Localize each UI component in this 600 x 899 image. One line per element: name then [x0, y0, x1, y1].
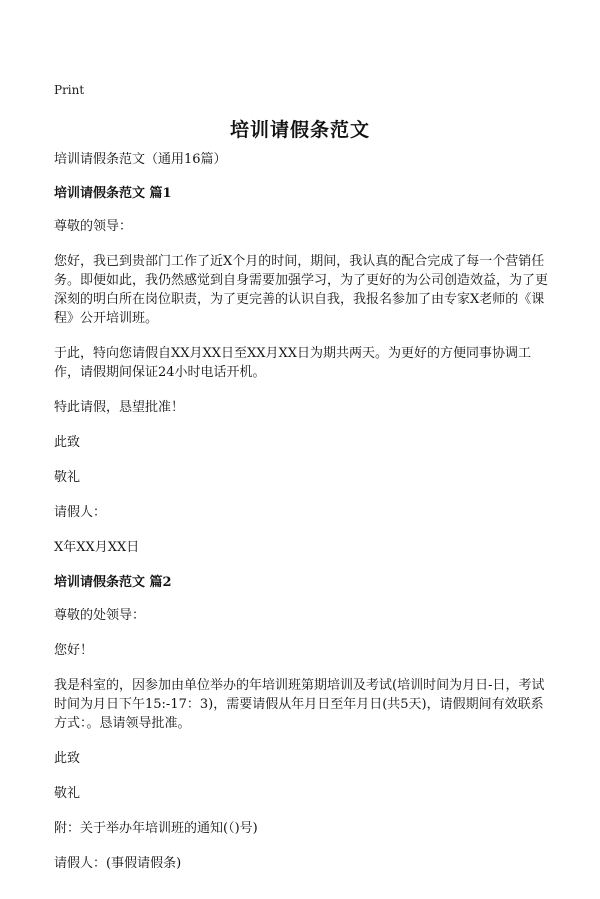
section2-greeting: 您好！ — [54, 643, 94, 658]
section1-salutation: 尊敬的领导： — [54, 219, 133, 234]
section2-applicant: 请假人：(事假请假条) — [54, 856, 182, 871]
section2-heading: 培训请假条范文 篇2 — [54, 575, 172, 590]
section1-paragraph-3: 特此请假，恳望批准！ — [54, 400, 185, 415]
document-title: 培训请假条范文 — [229, 119, 370, 141]
section1-date: X年XX月XX日 — [54, 540, 140, 555]
print-label: Print — [54, 83, 85, 97]
section2-paragraph-1: 我是科室的，因参加由单位举办的年培训班第期培训及考试(培训时间为月日-日，考试时间为月日下午15:-17：3)，需要请假从年月日至年月日(共5天)，请假期间有效联系方式：。恳请领导批准。 — [54, 678, 545, 731]
section1-paragraph-2: 于此，特向您请假自XX月XX日至XX月XX日为期共两天。为更好的方便同事协调工作，请假期间保证24小时电话开机。 — [54, 346, 532, 380]
section1-closing-1: 此致 — [54, 435, 81, 450]
section2-closing-2: 敬礼 — [54, 786, 81, 801]
section1-paragraph-1: 您好，我已到贵部门工作了近X个月的时间，期间，我认真的配合完成了每一个营销任务。即便如此，我仍然感觉到自身需要加强学习，为了更好的为公司创造效益，为了更深刻的明白所在岗位职责，为了更完善的认识自我，我报名参加了由专家X老师的《课程》公开培训班。 — [54, 254, 549, 326]
document-body — [54, 150, 554, 889]
section2-salutation: 尊敬的处领导： — [54, 608, 146, 623]
section1-applicant: 请假人： — [54, 505, 107, 520]
section1-heading: 培训请假条范文 篇1 — [54, 186, 172, 201]
section1-closing-2: 敬礼 — [54, 470, 81, 485]
section2-closing-1: 此致 — [54, 751, 81, 766]
section2-attachment: 附：关于举办年培训班的通知(（)号) — [54, 821, 258, 836]
document-subtitle: 培训请假条范文（通用16篇） — [54, 152, 227, 167]
